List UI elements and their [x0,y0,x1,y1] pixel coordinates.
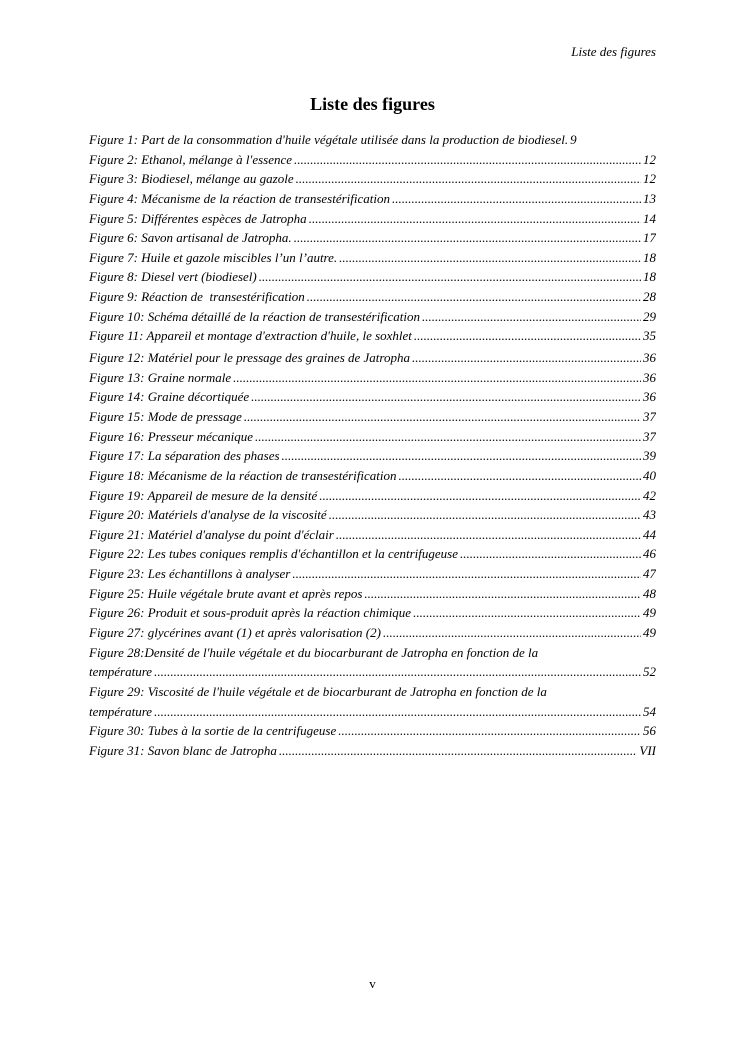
toc-entry[interactable] [89,307,656,327]
dot-leader [336,525,641,545]
toc-entry-text: Figure 7: Huile et gazole miscibles l’un l’autre. [89,249,338,265]
toc-entry-page: 9 [570,132,577,147]
toc-entry-text: Figure 8: Diesel vert (biodiesel) [89,269,257,285]
toc-entry-text: Figure 14: Graine décortiquée [89,389,250,405]
toc-entry-text: Figure 23: Les échantillons à analyser [89,566,291,582]
toc-entry-text: Figure 21: Matériel d'analyse du point d'éclair [89,526,334,542]
toc-entry-page: 18 [643,249,656,265]
toc-entry[interactable] [89,368,656,388]
toc-entry-page: 44 [643,526,656,542]
toc-entry-page: 48 [643,585,656,601]
toc-entry-text: Figure 11: Appareil et montage d'extraction d'huile, le soxhlet [89,328,412,344]
toc-entry-text: Figure 12: Matériel pour le pressage des graines de Jatropha [89,350,410,366]
toc-entry-page: 13 [643,190,656,206]
toc-entry[interactable] [89,326,656,346]
toc-entry-page: 47 [643,566,656,582]
toc-entry-page: 28 [643,289,656,305]
toc-entry-page: 35 [643,328,656,344]
toc-entry[interactable] [89,544,656,564]
toc-entry-text: Figure 1: Part de la consommation d'huile végétale utilisée dans la production de biodiesel [89,132,565,147]
toc-entry-text: Figure 29: Viscosité de l'huile végétale et de biocarburant de Jatropha en fonction de la [89,683,547,699]
dot-leader [244,407,641,427]
toc-entry-page: 37 [643,408,656,424]
toc-entry-page: 52 [643,664,656,680]
toc-entry-text: Figure 22: Les tubes coniques remplis d'échantillon et la centrifugeuse [89,546,459,562]
toc-entry[interactable] [89,387,656,407]
toc-entry-page: 36 [643,350,656,366]
dot-leader [279,741,638,761]
dot-leader [319,486,641,506]
toc-entry-text: Figure 9: Réaction de transestérification [89,289,305,305]
dot-leader [296,169,641,189]
dot-leader [412,348,641,368]
toc-entry[interactable] [89,525,656,545]
toc-entry[interactable] [89,623,656,643]
toc-entry[interactable] [89,169,656,189]
toc-entry-page: 36 [643,389,656,405]
toc-entry-page: 54 [643,703,656,719]
toc-entry-text-continued: température [89,703,153,719]
toc-entry-text-continued: température [89,664,153,680]
toc-entry-text: Figure 2: Ethanol, mélange à l'essence [89,151,293,167]
toc-entry[interactable] [89,267,656,287]
toc-entry-page: VII [639,742,656,758]
toc-entry[interactable] [89,287,656,307]
dot-leader [233,368,641,388]
toc-entry[interactable] [89,682,656,721]
dot-leader [154,702,641,722]
toc-entry-page: 17 [643,230,656,246]
toc-entry-page: 42 [643,487,656,503]
toc-entry-text: Figure 26: Produit et sous-produit après la réaction chimique [89,605,412,621]
toc-entry[interactable] [89,248,656,268]
dot-leader [255,427,641,447]
dot-leader [329,505,641,525]
toc-entry-page: 37 [643,428,656,444]
toc-entry-text: Figure 17: La séparation des phases [89,448,280,464]
toc-entry-text: Figure 28:Densité de l'huile végétale et du biocarburant de Jatropha en fonction de la [89,644,539,660]
dot-leader [383,623,641,643]
dot-leader [338,721,641,741]
toc-entry-text: Figure 20: Matériels d'analyse de la viscosité [89,507,327,523]
dot-leader [309,209,641,229]
toc-entry[interactable] [89,130,656,150]
toc-entry-text: Figure 25: Huile végétale brute avant et après repos [89,585,363,601]
page-number: v [369,976,376,991]
toc-entry[interactable] [89,446,656,466]
toc-entry-text: Figure 3: Biodiesel, mélange au gazole [89,171,294,187]
toc-entry[interactable] [89,466,656,486]
toc-entry-text: Figure 15: Mode de pressage [89,408,242,424]
dot-leader [294,150,641,170]
toc-entry[interactable] [89,407,656,427]
toc-entry-page: 46 [643,546,656,562]
toc-entry-text: Figure 30: Tubes à la sortie de la centrifugeuse [89,723,337,739]
toc-entry[interactable] [89,643,656,682]
toc-entry[interactable] [89,150,656,170]
toc-entry[interactable] [89,505,656,525]
toc-entry[interactable] [89,486,656,506]
toc-entry[interactable] [89,427,656,447]
dot-leader [392,189,641,209]
toc-entry[interactable] [89,209,656,229]
dot-leader [460,544,641,564]
toc-entry-page: 29 [643,308,656,324]
dot-leader [307,287,641,307]
toc-entry-text: Figure 4: Mécanisme de la réaction de transestérification [89,190,390,206]
toc-entry-text: Figure 27: glycérines avant (1) et après valorisation (2) [89,625,381,641]
toc-entry-page: 56 [643,723,656,739]
running-header: Liste des figures [571,44,656,59]
dot-leader [398,466,641,486]
toc-entry-page: 36 [643,369,656,385]
dot-leader [259,267,641,287]
toc-entry-page: 39 [643,448,656,464]
toc-entry-text: Figure 18: Mécanisme de la réaction de transestérification [89,467,397,483]
toc-entry-text: Figure 13: Graine normale [89,369,232,385]
dot-leader [292,564,641,584]
toc-entry[interactable] [89,189,656,209]
toc-entry-text: Figure 31: Savon blanc de Jatropha [89,742,277,758]
page-title: Liste des figures [310,94,435,114]
toc-entry-page: 43 [643,507,656,523]
dot-leader [565,130,568,150]
toc-entry[interactable] [89,721,656,741]
dot-leader [251,387,641,407]
dot-leader [154,662,641,682]
toc-entry[interactable] [89,741,656,761]
toc-entry-page: 18 [643,269,656,285]
toc-entry[interactable] [89,348,656,368]
toc-entry[interactable] [89,228,656,248]
toc-entry-text: Figure 10: Schéma détaillé de la réaction de transestérification [89,308,420,324]
figure-list [89,130,656,761]
toc-entry-page: 14 [643,210,656,226]
toc-entry[interactable] [89,584,656,604]
toc-entry-text: Figure 5: Différentes espèces de Jatropha [89,210,307,226]
dot-leader [339,248,641,268]
dot-leader [294,228,641,248]
dot-leader [414,326,641,346]
toc-entry-page: 12 [643,151,656,167]
dot-leader [364,584,641,604]
dot-leader [282,446,641,466]
toc-entry[interactable] [89,564,656,584]
toc-entry-page: 49 [643,625,656,641]
toc-entry-page: 49 [643,605,656,621]
dot-leader [413,603,641,623]
toc-entry-page: 12 [643,171,656,187]
toc-entry-page: 40 [643,467,656,483]
toc-entry-text: Figure 19: Appareil de mesure de la densité [89,487,318,503]
toc-entry[interactable] [89,603,656,623]
dot-leader [422,307,641,327]
toc-entry-text: Figure 16: Presseur mécanique [89,428,254,444]
toc-entry-text: Figure 6: Savon artisanal de Jatropha. [89,230,292,246]
